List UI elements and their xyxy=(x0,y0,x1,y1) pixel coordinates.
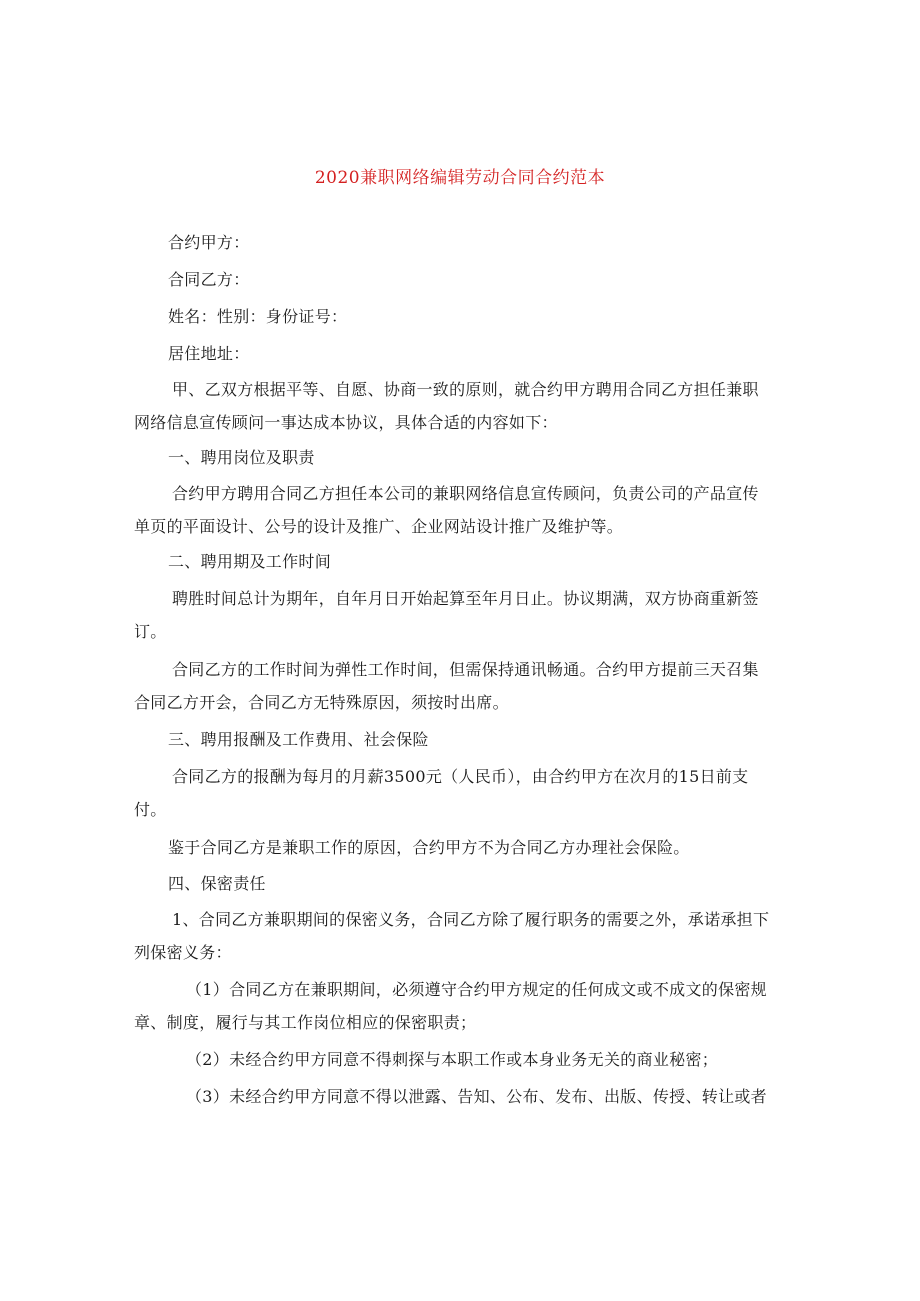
section-4-item-1-line-2: 章、制度，履行与其工作岗位相应的保密职责； xyxy=(134,1013,477,1032)
section-4-item-1-line-1: （1）合同乙方在兼职期间，必须遵守合约甲方规定的任何成文或不成文的保密规 xyxy=(186,980,767,999)
section-1-heading: 一、聘用岗位及职责 xyxy=(168,448,315,467)
address-line: 居住地址： xyxy=(168,344,250,363)
identity-line: 姓名：性别：身份证号： xyxy=(168,307,348,326)
section-4-item-3: （3）未经合约甲方同意不得以泄露、告知、公布、发布、出版、传授、转让或者 xyxy=(186,1087,767,1106)
section-4-line-2: 列保密义务： xyxy=(134,943,232,962)
section-2-line-4: 合同乙方开会，合同乙方无特殊原因，须按时出席。 xyxy=(134,693,509,712)
section-4-item-2: （2）未经合约甲方同意不得刺探与本职工作或本身业务无关的商业秘密； xyxy=(186,1050,719,1069)
section-2-heading: 二、聘用期及工作时间 xyxy=(168,552,332,571)
section-1-line-2: 单页的平面设计、公号的设计及推广、企业网站设计推广及维护等。 xyxy=(134,517,624,536)
section-4-heading: 四、保密责任 xyxy=(168,874,266,893)
section-2-line-1: 聘胜时间总计为期年，自年月日开始起算至年月日止。协议期满，双方协商重新签 xyxy=(172,589,759,608)
party-b-line: 合同乙方： xyxy=(168,270,250,289)
section-4-line-1: 1、合同乙方兼职期间的保密义务，合同乙方除了履行职务的需要之外，承诺承担下 xyxy=(172,910,770,929)
preamble-line-2: 网络信息宣传顾问一事达成本协议，具体合适的内容如下： xyxy=(134,413,558,432)
section-3-line-3: 鉴于合同乙方是兼职工作的原因，合约甲方不为合同乙方办理社会保险。 xyxy=(168,838,690,857)
section-3-line-1: 合同乙方的报酬为每月的月薪3500元（人民币），由合约甲方在次月的15日前支 xyxy=(172,767,749,786)
party-a-line: 合约甲方： xyxy=(168,233,250,252)
section-2-line-3: 合同乙方的工作时间为弹性工作时间，但需保持通讯畅通。合约甲方提前三天召集 xyxy=(172,660,759,679)
section-3-line-2: 付。 xyxy=(134,800,167,819)
preamble-line-1: 甲、乙双方根据平等、自愿、协商一致的原则，就合约甲方聘用合同乙方担任兼职 xyxy=(172,380,759,399)
section-2-line-2: 订。 xyxy=(134,622,167,641)
section-1-line-1: 合约甲方聘用合同乙方担任本公司的兼职网络信息宣传顾问，负责公司的产品宣传 xyxy=(172,484,759,503)
section-3-heading: 三、聘用报酬及工作费用、社会保险 xyxy=(168,730,429,749)
document-title: 2020兼职网络编辑劳动合同合约范本 xyxy=(314,168,606,188)
